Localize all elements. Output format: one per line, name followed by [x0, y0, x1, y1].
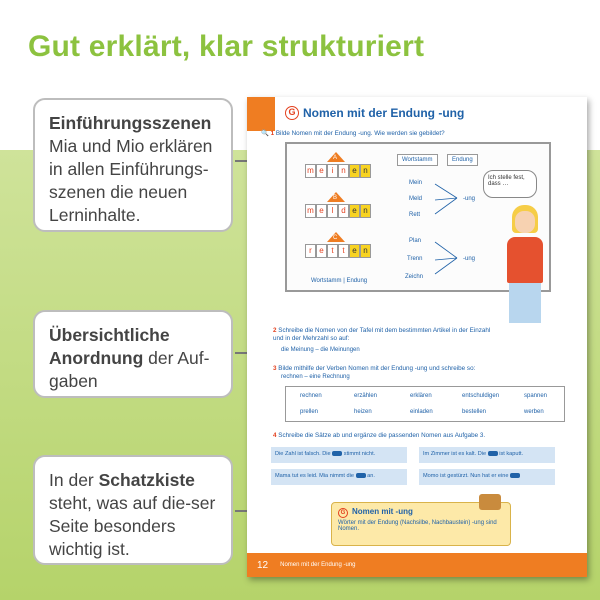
- house-a: A m e i n e n: [305, 152, 371, 188]
- grammar-icon: G: [338, 508, 348, 518]
- house-b: B m e l d e n: [305, 192, 371, 228]
- stem: Zeichn: [405, 274, 424, 280]
- board-footer: Wortstamm | Endung: [311, 278, 368, 284]
- callout-schatzkiste: [33, 455, 233, 565]
- letter: m: [305, 164, 316, 178]
- letter: n: [360, 204, 371, 218]
- task-2-example: die Meinung – die Meinungen: [281, 347, 360, 353]
- magnifier-icon: 🔍: [261, 130, 269, 137]
- verb: rechnen: [300, 393, 322, 399]
- word-houses: [305, 152, 371, 272]
- mia-legs: [509, 283, 541, 323]
- stem: Trenn: [407, 256, 423, 262]
- blank: [488, 451, 498, 456]
- grammar-icon: G: [285, 106, 299, 120]
- callout-pre: In der: [49, 470, 99, 490]
- blank: [356, 473, 366, 478]
- house-c: C r e t t e n: [305, 232, 371, 268]
- letter: n: [360, 164, 371, 178]
- footer-text: Nomen mit der Endung -ung: [280, 562, 356, 568]
- task-3-example: rechnen – eine Rechnung: [281, 374, 350, 380]
- col-endung: Endung: [447, 154, 478, 166]
- suffix: -ung: [463, 196, 476, 202]
- task-2: 2 Schreibe die Nomen von der Tafel mit dem bestimmten Artikel in der Einzahl und in der Mehrzahl so auf:: [273, 327, 491, 342]
- letter: e: [349, 204, 360, 218]
- page-tab: [247, 97, 275, 131]
- stem: Rett: [409, 212, 421, 218]
- letter: e: [349, 164, 360, 178]
- verb: erklären: [410, 393, 432, 399]
- task-3: 3 Bilde mithilfe der Verben Nomen mit der Endung -ung und schreibe so:: [273, 365, 476, 372]
- letter: i: [327, 164, 338, 178]
- task-4: 4 Schreibe die Sätze ab und ergänze die passenden Nomen aus Aufgabe 3.: [273, 432, 486, 439]
- callout-einfuehrungsszenen: [33, 98, 233, 232]
- blank: [510, 473, 520, 478]
- callout-text: Mia und Mio erklären in allen Einführungs-szenen die neuen Lerninhalte.: [49, 136, 213, 225]
- bracket-1: [433, 180, 463, 216]
- verb: erzählen: [354, 393, 378, 399]
- verb: einladen: [410, 409, 433, 415]
- mia-face: [515, 211, 535, 233]
- suffix: -ung: [463, 256, 476, 262]
- callout-anordnung: [33, 310, 233, 398]
- verb: prellen: [300, 409, 319, 415]
- letter: e: [316, 164, 327, 178]
- sentence-4: Momo ist gestürzt. Nun hat er eine: [419, 469, 555, 485]
- letter: l: [327, 204, 338, 218]
- speech-bubble: Ich stelle fest, dass …: [483, 170, 537, 198]
- bracket-2: [433, 240, 463, 276]
- schatz-title: G Nomen mit -ung: [338, 507, 504, 518]
- callout-bold: Einführungsszenen: [49, 113, 212, 133]
- sentence-3: Mama tut es leid. Mia nimmt die an.: [271, 469, 407, 485]
- page-footer: [247, 553, 587, 577]
- sentence-2: Im Zimmer ist es kalt. Die ist kaputt.: [419, 447, 555, 463]
- schatz-text: Wörter mit der Endung (Nachsilbe, Nachbaustein) -ung sind Nomen.: [338, 520, 497, 532]
- headline: Gut erklärt, klar strukturiert: [28, 30, 425, 63]
- verb: bestellen: [462, 409, 487, 415]
- verb: entschuldigen: [462, 393, 500, 399]
- letter: r: [305, 244, 316, 258]
- page-title: G Nomen mit der Endung -ung: [285, 106, 464, 120]
- letter: m: [305, 204, 316, 218]
- letter: n: [338, 164, 349, 178]
- letter: e: [349, 244, 360, 258]
- book-page: [247, 97, 587, 577]
- callout-text: steht, was auf die-ser Seite besonders wichtig ist.: [49, 493, 216, 559]
- treasure-chest-icon: [479, 494, 501, 510]
- callout-bold: Schatzkiste: [98, 470, 195, 490]
- verb-box: [285, 386, 565, 422]
- stem: Mein: [409, 180, 423, 186]
- col-wortstamm: Wortstamm: [397, 154, 438, 166]
- page-number: 12: [257, 559, 269, 571]
- blank: [332, 451, 342, 456]
- verb: heizen: [354, 409, 372, 415]
- letter: e: [316, 244, 327, 258]
- letter: t: [327, 244, 338, 258]
- letter: e: [316, 204, 327, 218]
- letter: t: [338, 244, 349, 258]
- verb: werben: [524, 409, 544, 415]
- stem: Meld: [409, 196, 423, 202]
- sentence-1: Die Zahl ist falsch. Die stimmt nicht.: [271, 447, 407, 463]
- callout-text: der Auf-gaben: [49, 348, 210, 391]
- stem: Plan: [409, 238, 422, 244]
- callout-bold: Übersichtliche Anordnung: [49, 325, 170, 368]
- letter: d: [338, 204, 349, 218]
- mia-body: [507, 237, 543, 283]
- letter: n: [360, 244, 371, 258]
- task-1: 🔍 1 Bilde Nomen mit der Endung -ung. Wie werden sie gebildet?: [261, 130, 445, 137]
- verb: spannen: [524, 393, 548, 399]
